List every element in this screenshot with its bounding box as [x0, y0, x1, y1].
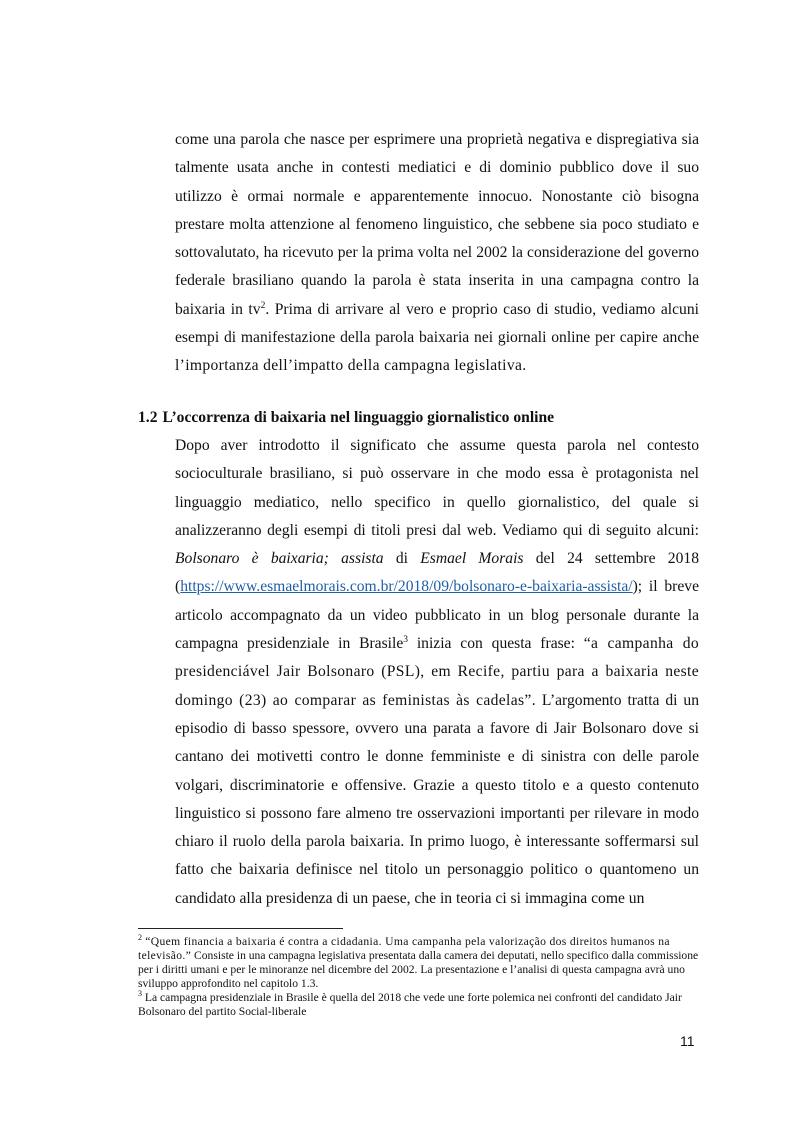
paragraph-2-text-a: Dopo aver introdotto il significato che assume questa parola nel contesto socioculturale brasiliano, si può osservare in che modo essa è protagonista nel linguaggio mediatico, nello specifico in quello giornalistico, del quale si analizzeranno degli esempi di titoli presi dal web. Vediamo qui di seguito alcuni: [175, 437, 699, 539]
footnote-marker-2: 2 [138, 933, 142, 943]
article-title: Bolsonaro è baixaria; assista [175, 550, 384, 568]
paragraph-2-before-quote: inizia con questa frase: [408, 635, 584, 653]
footnote-ref-2[interactable]: 2 [260, 300, 266, 311]
article-quote: “a campanha do presidenciável Jair Bolsonaro (PSL), em Recife, partiu para a baixaria neste domingo (23) ao comparar as feministas às cadelas”. [175, 635, 699, 709]
paragraph-1-text-a: come una parola che nasce per esprimere una proprietà negativa e dispregiativa sia talmente usata anche in contesti mediatici e di dominio pubblico dove il suo utilizzo è ormai normale e apparentemente innocuo. Nonostante ciò bisogna prestare molta attenzione al fenomeno linguistico, che sebbene sia poco studiato e sottovalutato, ha ricevuto per la prima volta nel 2002 la considerazione del governo federale brasiliano quando la parola è stata inserita in una campagna contro la baixaria in tv [175, 131, 699, 318]
article-date: del 24 settembre 2018 ( [175, 550, 699, 596]
page-number: 11 [680, 1033, 695, 1049]
article-link[interactable]: https://www.esmaelmorais.com.br/2018/09/bolsonaro-e-baixaria-assista/ [180, 578, 633, 596]
footnote-2 [138, 935, 704, 991]
section-number: 1.2 [138, 409, 158, 426]
footnote-marker-3: 3 [138, 989, 142, 999]
footnote-2-text: Consiste in una campagna legislativa presentata dalla camera dei deputati, nello specifico dalla commissione per i diritti umani e per le minoranze nel dicembre del 2002. La presentazione e l’analisi di questa campagna avrà uno sviluppo approfondito nel capitolo 1.3. [138, 949, 699, 991]
footnote-2-quote: “Quem financia a baixaria é contra a cidadania. Uma campanha pela valorização dos direitos humanos na televisão.” [138, 935, 670, 963]
paragraph-1-text-c: l’importanza dell’impatto della campagna legislativa. [175, 357, 527, 375]
section-heading [138, 404, 738, 432]
footnote-3 [138, 991, 704, 1019]
paragraph-1-text-b: . Prima di arrivare al vero e proprio caso di studio, vediamo alcuni esempi di manifestazione della parola baixaria nei giornali online per capire anche [175, 300, 699, 347]
paragraph-2-text-b: L’argomento tratta di un episodio di basso spessore, ovvero una parata a favore di Jair Bolsonaro dove si cantano dei motivetti contro le donne femministe e di sinistra con delle parole volgari, discriminatorie e offensive. Grazie a questo titolo e a questo contenuto linguistico si possono fare almeno tre osservazioni importanti per rilevare in modo chiaro il ruolo della parola baixaria. In primo luogo, è interessante soffermarsi sul fatto che baixaria definisce nel titolo un personaggio politico o quantomeno un candidato alla presidenza di un paese, che in teoria ci si immagina come un [175, 691, 699, 907]
footnote-3-text: La campagna presidenziale in Brasile è quella del 2018 che vede une forte polemica nei confronti del candidato Jair Bolsonaro del partito Social-liberale [138, 991, 682, 1019]
footnote-divider [138, 928, 343, 929]
by-text: di [383, 550, 421, 568]
article-author: Esmael Morais [420, 550, 524, 568]
body-paragraph-2 [175, 432, 699, 913]
paragraph-2-after-url: ); il breve articolo accompagnato da un video pubblicato in un blog personale durante la campagna presidenziale in Brasile [175, 578, 699, 653]
footnote-ref-3[interactable]: 3 [403, 634, 408, 645]
section-title: L’occorrenza di baixaria nel linguaggio giornalistico online [162, 409, 555, 426]
footnotes-section [138, 935, 704, 1020]
body-paragraph-1 [175, 126, 699, 381]
